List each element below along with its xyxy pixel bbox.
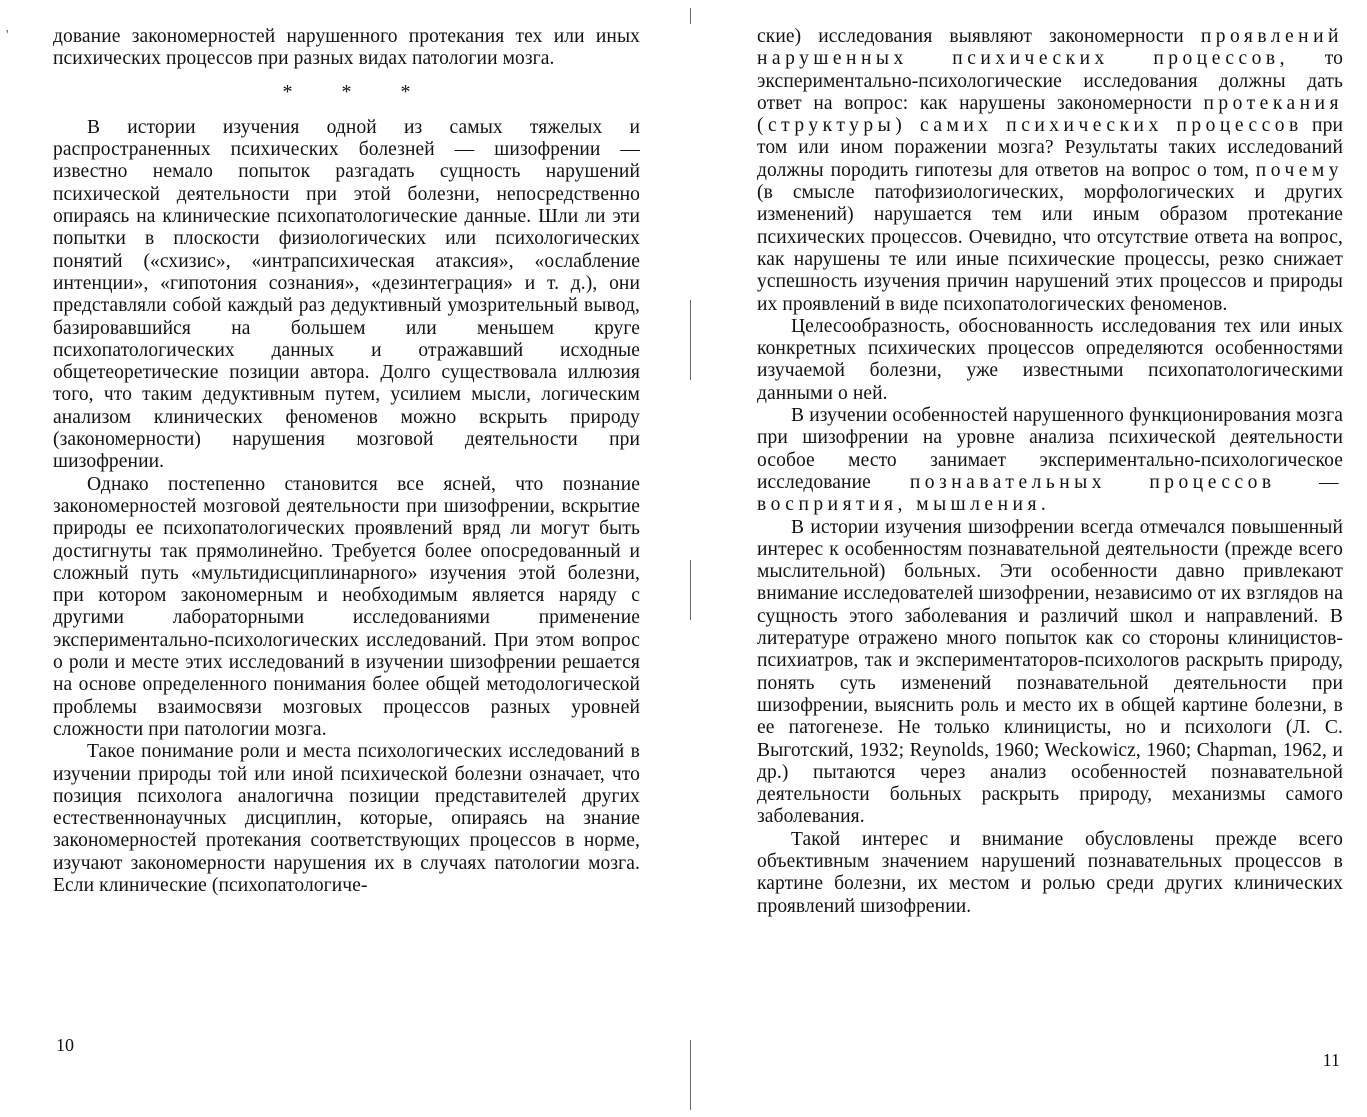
left-text-column (53, 26, 640, 897)
text-run: при том или ином поражении мозга? Результаты таких исследований должны породить гипотезы для ответов на вопрос о том, (757, 115, 1343, 181)
paragraph-continuation: дование закономерностей нарушенного протекания тех или иных психических процессов при разных видах патологии мозга. (53, 26, 640, 70)
right-page (683, 0, 1367, 1117)
section-separator: * * * (282, 80, 433, 103)
paragraph: Такой интерес и внимание обусловлены прежде всего объективным значением нарушений познавательных процессов в картине болезни, их местом и ролью среди других клинических проявлений шизофрении. (757, 828, 1343, 917)
spaced-emphasis: почему (1255, 159, 1343, 181)
paragraph: В истории изучения шизофрении всегда отмечался повышенный интерес к особенностям познавательной деятельности (прежде всего мыслительной) больных. Эти особенности давно привлекают внимание исследователей шизофрении, независимо от их взглядов на сущность этого заболевания и различий школ и направлений. В литературе отражено много попыток как со стороны клиницистов-психиатров, так и экспериментаторов-психологов раскрыть природу, понять суть изменений познавательной деятельности при шизофрении, выяснить роль и место их в общей картине болезни, в ее патогенезе. Не только клиницисты, но и психологи (Л. С. Выготский, 1932; Reynolds, 1960; Weckowicz, 1960; Chapman, 1962, и др.) пытаются через анализ особенностей познавательной деятельности больных раскрыть природу, механизмы самого заболевания. (757, 516, 1343, 828)
page-number-right: 11 (1322, 1050, 1340, 1070)
text-run: (в смысле патофизиологических, морфологических и других изменений) нарушается тем или иным образом протекание психических процессов. Очевидно, что отсутствие ответа на вопрос, как нарушены те или иные психические процессы, резко снижает успешность изучения причин нарушений этих процессов и природы их проявлений в виде психопатологических феноменов. (757, 182, 1343, 315)
page-number-left: 10 (56, 1035, 74, 1055)
paragraph (757, 405, 1343, 516)
scan-mark: ' (6, 28, 9, 43)
right-text-column (757, 26, 1343, 918)
spaced-emphasis: познавательных процессов — восприятия, мышления. (757, 471, 1343, 516)
paragraph: В истории изучения одной из самых тяжелых и распространенных психических болезней — шизофрении — известно немало попыток разгадать сущность нарушений психической деятельности при этой болезни, непосредственно опираясь на клинические психопатологические данные. Шли ли эти попытки в плоскости физиологических или психологических понятий («схизис», «интрапсихическая атаксия», «ослабление интенции», «гипотония сознания», «дезинтеграция» и т. д.), они представляли собой каждый раз дедуктивный умозрительный вывод, базировавшийся на большем или меньшем круге психопатологических данных и отражавший исходные общетеоретические позиции автора. Долго существовала иллюзия того, что таким дедуктивным путем, усилием мысли, логическим анализом клинических феноменов можно вскрыть природу (закономерности) нарушения мозговой деятельности при шизофрении. (53, 116, 640, 473)
spaced-emphasis: протекания (структуры) самих психических процессов (757, 92, 1343, 137)
spaced-emphasis: проявлений нарушенных психических процессов (757, 26, 1343, 70)
paragraph: Целесообразность, обоснованность исследования тех или иных конкретных психических процессов определяются особенностями изучаемой болезни, уже известными психопатологическими данными о ней. (757, 315, 1343, 404)
text-run: В изучении особенностей нарушенного функционирования мозга при шизофрении на уровне анализа психической деятельности особое место занимает экспериментально-психологическое исследование (757, 405, 1343, 493)
paragraph: Однако постепенно становится все ясней, что познание закономерностей мозговой деятельности при шизофрении, вскрытие природы ее психопатологических проявлений вряд ли могут быть достигнуты так прямолинейно. Требуется более опосредованный и сложный путь «мультидисциплинарного» изучения этой болезни, при котором закономерным и необходимым является наряду с другими лабораторными исследованиями применение экспериментально-психологических исследований. При этом вопрос о роли и месте этих исследований в изучении шизофрении решается на основе определенного понимания более общей методологической проблемы взаимосвязи мозговых процессов разных уровней сложности при патологии мозга. (53, 473, 640, 740)
text-run: ские) исследования выявляют закономерности (757, 26, 1201, 47)
left-page (0, 0, 683, 1117)
text-run: , то экспериментально-психологические исследования должны дать ответ на вопрос: как нарушены закономерности (757, 48, 1344, 114)
paragraph: Такое понимание роли и места психологических исследований в изучении природы той или иной психической болезни означает, что позиция психолога аналогична позиции представителей других естественнонаучных дисциплин, которые, опираясь на знание закономерностей протекания соответствующих процессов в норме, изучают закономерности нарушения их в случаях патологии мозга. Если клинические (психопатологиче- (53, 741, 640, 896)
paragraph-continuation (757, 26, 1343, 316)
